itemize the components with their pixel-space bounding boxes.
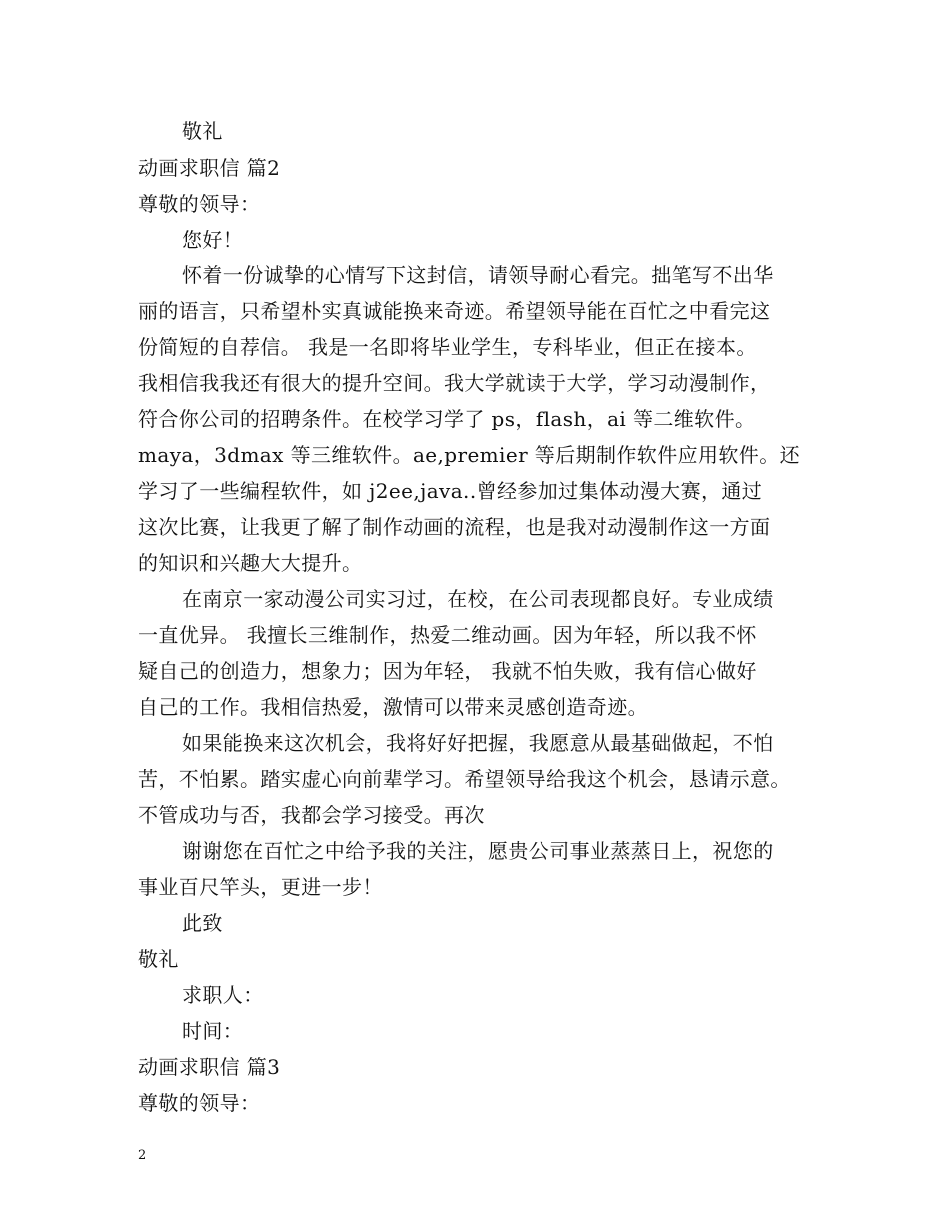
paragraph-line: 怀着一份诚挚的心情写下这封信，请领导耐心看完。拙笔写不出华 xyxy=(182,263,774,287)
paragraph-line: 学习了一些编程软件，如 j2ee,java..曾经参加过集体动漫大赛，通过 xyxy=(138,479,763,503)
paragraph-line: 份简短的自荐信。 我是一名即将毕业学生，专科毕业，但正在接本。 xyxy=(138,335,757,359)
salutation: 尊敬的领导： xyxy=(138,192,261,216)
paragraph-line: 在南京一家动漫公司实习过，在校，在公司表现都良好。专业成绩 xyxy=(182,587,774,611)
paragraph-line: 如果能换来这次机会，我将好好把握，我愿意从最基础做起，不怕 xyxy=(182,731,774,755)
paragraph-line: 事业百尺竿头，更进一步！ xyxy=(138,875,383,899)
page-number: 2 xyxy=(138,1148,147,1163)
closing-salute: 敬礼 xyxy=(182,119,223,143)
salutation: 尊敬的领导： xyxy=(138,1091,261,1115)
greeting: 您好！ xyxy=(182,228,244,252)
section-heading-3: 动画求职信 篇3 xyxy=(138,1055,281,1079)
paragraph-line: 自己的工作。我相信热爱，激情可以带来灵感创造奇迹。 xyxy=(138,695,648,719)
paragraph-line: 一直优异。 我擅长三维制作，热爱二维动画。因为年轻，所以我不怀 xyxy=(138,623,757,647)
paragraph-line: 疑自己的创造力，想象力；因为年轻， 我就不怕失败，我有信心做好 xyxy=(138,659,757,683)
paragraph-line: 的知识和兴趣大大提升。 xyxy=(138,551,363,575)
section-heading-2: 动画求职信 篇2 xyxy=(138,156,281,180)
paragraph-line: 苦，不怕累。踏实虚心向前辈学习。希望领导给我这个机会，恳请示意。 xyxy=(138,767,791,791)
paragraph-line: 这次比赛，让我更了解了制作动画的流程，也是我对动漫制作这一方面 xyxy=(138,515,771,539)
closing-phrase: 此致 xyxy=(182,911,223,935)
paragraph-line: maya，3dmax 等三维软件。ae,premier 等后期制作软件应用软件。还 xyxy=(138,443,800,467)
paragraph-line: 不管成功与否，我都会学习接受。再次 xyxy=(138,803,485,827)
closing-salute: 敬礼 xyxy=(138,947,179,971)
applicant-label: 求职人： xyxy=(182,983,264,1007)
paragraph-line: 符合你公司的招聘条件。在校学习学了 ps，flash，ai 等二维软件。 xyxy=(138,407,756,431)
paragraph-line: 谢谢您在百忙之中给予我的关注，愿贵公司事业蒸蒸日上，祝您的 xyxy=(182,839,774,863)
date-label: 时间： xyxy=(182,1019,244,1043)
paragraph-line: 丽的语言，只希望朴实真诚能换来奇迹。希望领导能在百忙之中看完这 xyxy=(138,299,771,323)
paragraph-line: 我相信我我还有很大的提升空间。我大学就读于大学，学习动漫制作， xyxy=(138,371,771,395)
